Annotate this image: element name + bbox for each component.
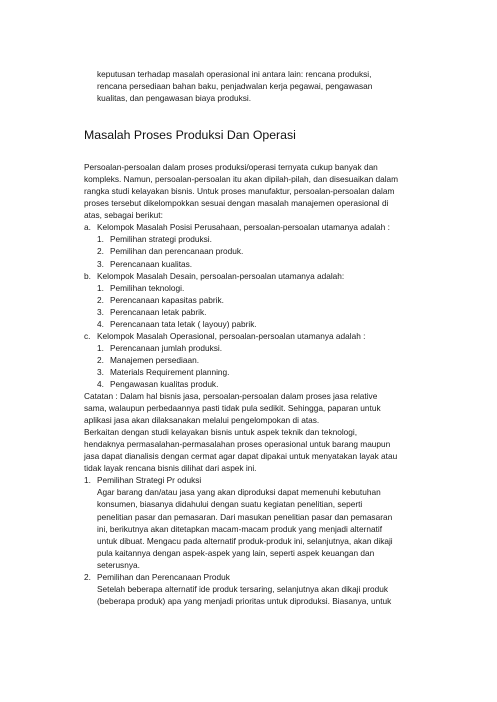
paragraph-line: pula kaitannya dengan aspek-aspek yang lain, seperti aspek keuangan dan (97, 547, 375, 558)
note-line: sama, walaupun perbedaannya pasti tidak pula sedikit. Sehingga, paparan untuk (84, 403, 381, 414)
list-marker: 4. (97, 318, 104, 329)
list-marker: b. (84, 270, 91, 281)
section-heading: Masalah Proses Produksi Dan Operasi (84, 128, 296, 143)
list-label: Kelompok Masalah Operasional, persoalan-persoalan utamanya adalah : (97, 330, 366, 341)
paragraph-line: penelitian pasar dan pemasaran. Dari masukan penelitian pasar dan pemasaran (97, 511, 393, 522)
list-item: Pengawasan kualitas produk. (110, 378, 219, 389)
list-item: Perencanaan jumlah produksi. (110, 342, 223, 353)
subsection-title: Pemilihan dan Perencanaan Produk (97, 571, 230, 582)
subsection-title: Pemilihan Strategi Pr oduksi (97, 475, 202, 486)
list-marker: c. (84, 330, 91, 341)
section-paragraph (84, 161, 427, 221)
list-marker: 2. (97, 246, 104, 257)
paragraph-line: (beberapa produk) apa yang menjadi prioritas untuk diproduksi. Biasanya, untuk (97, 595, 392, 606)
list-label: Kelompok Masalah Posisi Perusahaan, persoalan-persoalan utamanya adalah : (97, 222, 390, 233)
paragraph-line: tidak layak rencana bisnis dilihat dari aspek ini. (84, 463, 257, 474)
note-paragraph (84, 390, 427, 426)
intro-line: kualitas, dan pengawasan biaya produksi. (97, 93, 252, 104)
note-line: aplikasi jasa akan dilaksanakan melalui pengelompokan di atas. (84, 415, 320, 426)
list-marker: 2. (97, 294, 104, 305)
note-line: Catatan : Dalam hal bisnis jasa, persoalan-persoalan dalam proses jasa relative (84, 391, 378, 402)
list-item: Manajemen persediaan. (110, 354, 200, 365)
list-marker: 1. (97, 282, 104, 293)
list-marker: 1. (97, 342, 104, 353)
paragraph-line: atas, sebagai berikut: (84, 210, 163, 221)
list-item: Perencanaan letak pabrik. (110, 306, 207, 317)
list-marker: 3. (97, 306, 104, 317)
intro-line: keputusan terhadap masalah operasional ini antara lain: rencana produksi, (97, 69, 372, 79)
list-marker: 4. (97, 378, 104, 389)
list-marker: 1. (84, 475, 91, 486)
list-marker: 2. (97, 354, 104, 365)
paragraph-line: Agar barang dan/atau jasa yang akan diproduksi dapat memenuhi kebutuhan (97, 487, 381, 498)
list-item: Pemilihan dan perencanaan produk. (110, 246, 244, 257)
paragraph-line: Persoalan-persoalan dalam proses produksi/operasi ternyata cukup banyak dan (84, 162, 378, 173)
paragraph-line: proses tersebut dikelompokkan sesuai dengan masalah manajemen operasional di (84, 198, 389, 209)
intro-line: rencana persediaan bahan baku, penjadwalan kerja pegawai, pengawasan (97, 81, 373, 92)
list-marker: 3. (97, 366, 104, 377)
list-group-a (84, 221, 427, 269)
list-group-b (84, 270, 427, 330)
paragraph-line: konsumen, biasanya didahului dengan suatu kegiatan penelitian, seperti (97, 499, 363, 510)
list-item: Perencanaan kapasitas pabrik. (110, 294, 224, 305)
numbered-section-2 (84, 571, 427, 607)
list-marker: a. (84, 222, 91, 233)
list-marker: 3. (97, 258, 104, 269)
list-marker: 1. (97, 234, 104, 245)
paragraph-line: kompleks. Namun, persoalan-persoalan itu akan dipilah-pilah, dan disesuaikan dalam (84, 174, 399, 185)
list-item: Perencanaan kualitas. (110, 258, 193, 269)
list-item: Materials Requirement planning. (110, 366, 230, 377)
numbered-section-1 (84, 474, 427, 570)
list-item: Pemilihan strategi produksi. (110, 234, 212, 245)
list-marker: 2. (84, 571, 91, 582)
intro-paragraph (84, 68, 427, 104)
list-item: Perencanaan tata letak ( layouy) pabrik. (110, 318, 257, 329)
paragraph-line: untuk dibuat. Mengacu pada alternatif produk-produk ini, selanjutnya, akan dikaji (97, 535, 393, 546)
paragraph-line: ini, berikutnya akan ditetapkan macam-macam produk yang menjadi alternatif (97, 523, 383, 534)
paragraph-line: Berkaitan dengan studi kelayakan bisnis untuk aspek teknik dan teknologi, (84, 427, 358, 438)
paragraph-line: jasa dapat dianalisis dengan cermat agar dapat dipakai untuk menyatakan layak atau (84, 451, 398, 462)
analysis-paragraph (84, 426, 427, 474)
list-group-c (84, 330, 427, 390)
list-label: Kelompok Masalah Desain, persoalan-persoalan utamanya adalah: (97, 270, 345, 281)
document-page (84, 68, 427, 607)
paragraph-line: Setelah beberapa alternatif ide produk tersaring, selanjutnya akan dikaji produk (97, 583, 389, 594)
paragraph-line: rangka studi kelayakan bisnis. Untuk proses manufaktur, persoalan-persoalan dalam (84, 186, 395, 197)
paragraph-line: seterusnya. (97, 559, 140, 570)
paragraph-line: hendaknya permasalahan-permasalahan proses operasional untuk barang maupun (84, 439, 391, 450)
list-item: Pemilihan teknologi. (110, 282, 185, 293)
